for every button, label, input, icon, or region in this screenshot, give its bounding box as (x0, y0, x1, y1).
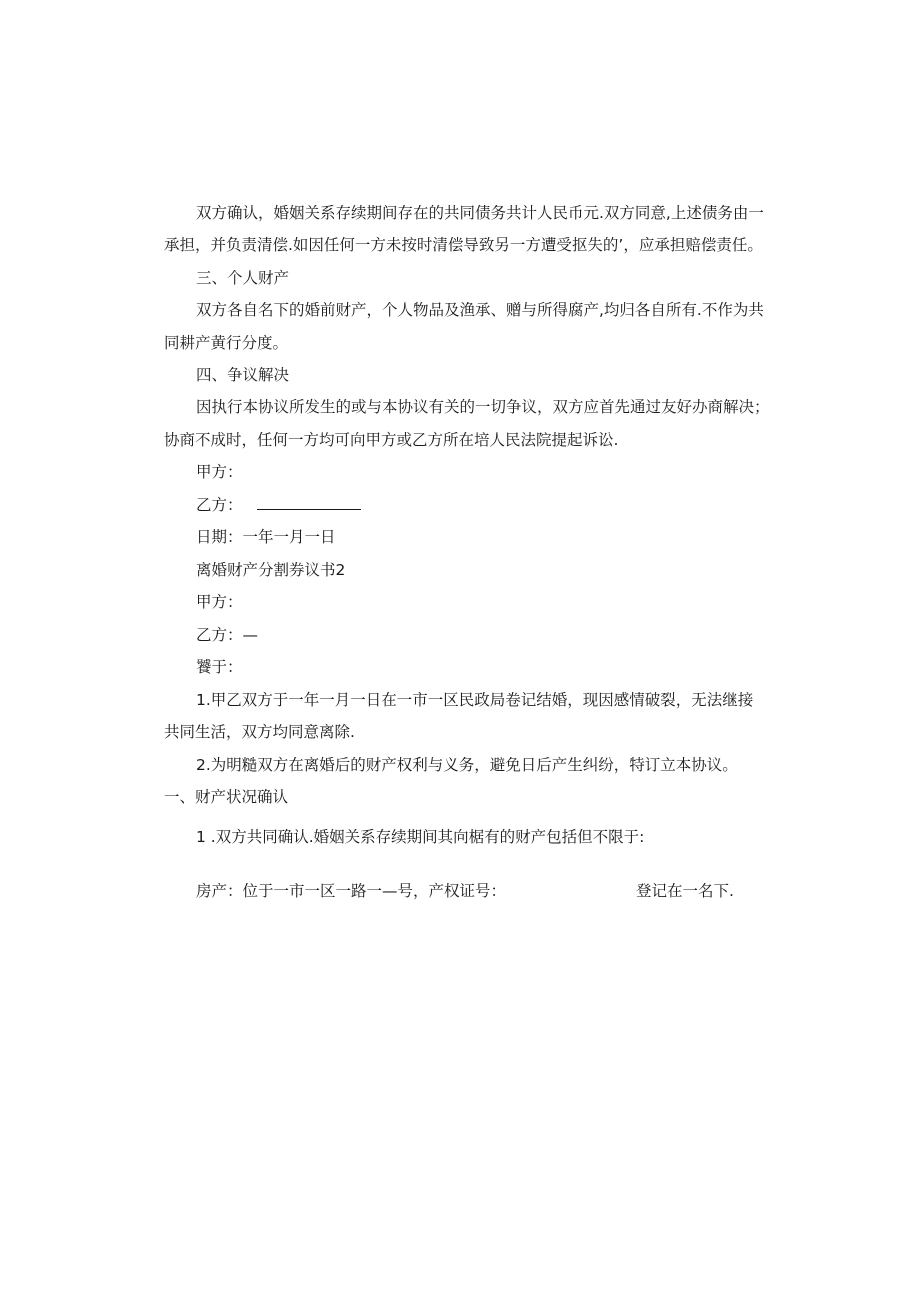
party-b-label-2: 乙方：— (196, 626, 259, 644)
property-confirmation-item-1: 1 .双方共同确认.婚姻关系存续期间其向椐有的财产包括但不限于: (196, 828, 645, 846)
house-property-row (196, 880, 734, 902)
dispute-line-1: 因执行本协议所发生的或与本协议有关的一切争议，双方应首先通过友好办商解决； (196, 398, 770, 416)
section-heading-personal-property: 三、个人财产 (196, 269, 290, 287)
personal-property-line-1: 双方各自名下的婚前财产，个人物品及渔承、赠与所得腐产,均归各自所有.不作为共 (196, 301, 764, 319)
debt-paragraph-line-1: 双方确认，婚姻关系存续期间存在的共同债务共计人民币元.双方同意,上述债务由一 (196, 204, 764, 222)
section-heading-dispute: 四、争议解决 (196, 366, 290, 384)
personal-property-line-2: 同耕产黄行分度。 (164, 334, 289, 352)
whereas-label: 饕于： (196, 658, 243, 676)
clause-1-line-1: 1.甲乙双方于一年一月一日在一市一区民政局卷记结婚，现因感情破裂，无法继接 (196, 691, 754, 709)
dispute-line-2: 协商不成时，任何一方均可向甲方或乙方所在培人民法院提起诉讼. (164, 431, 619, 449)
party-b-label: 乙方： (196, 496, 243, 514)
date-line: 日期：一年一月一日 (196, 528, 336, 546)
party-b-row (196, 494, 361, 516)
debt-paragraph-line-2: 承担，并负责清偿.如因任何一方未按时清偿导致另一方遭受抠失的’，应承担赔偿责任。 (164, 236, 763, 254)
house-property-suffix: 登记在一名下. (636, 882, 734, 900)
house-property-prefix: 房产：位于一市一区一路一—号，产权证号： (196, 882, 507, 900)
party-a-label-2: 甲方： (196, 593, 243, 611)
party-b-signature-blank (257, 495, 361, 510)
section-heading-property-confirmation: 一、财产状况确认 (164, 788, 289, 806)
agreement-2-title: 离婚财产分割券议书2 (196, 561, 346, 579)
party-a-label: 甲方： (196, 463, 243, 481)
clause-2: 2.为明糙双方在离婚后的财产权利与义务，避免日后产生纠纷，特订立本协议。 (196, 756, 738, 774)
clause-1-line-2: 共同生活，双方均同意离除. (164, 723, 355, 741)
